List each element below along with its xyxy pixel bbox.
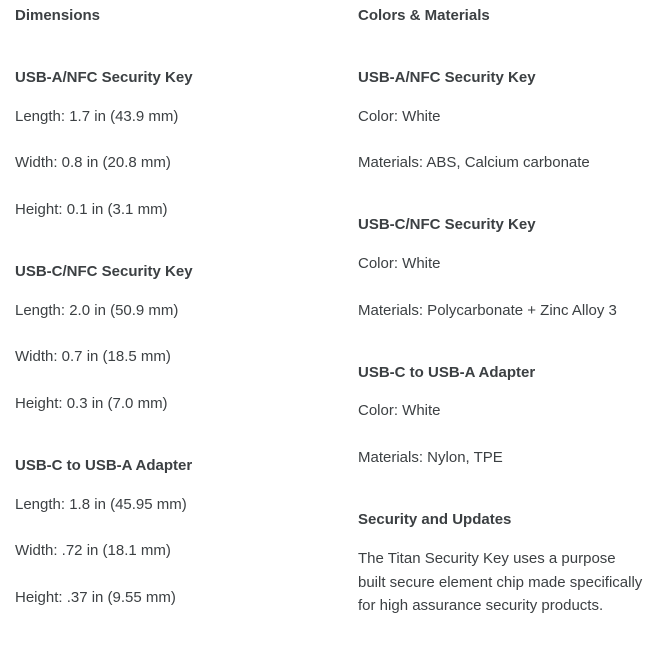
usb-c-nfc-color: Color: White: [358, 255, 441, 272]
usb-c-adapter-materials-title: USB-C to USB-A Adapter: [358, 364, 536, 381]
usb-a-nfc-color: Color: White: [358, 108, 441, 125]
usb-c-nfc-height: Height: 0.3 in (7.0 mm): [15, 395, 168, 412]
colors-materials-heading: Colors & Materials: [358, 7, 490, 24]
usb-c-nfc-width: Width: 0.7 in (18.5 mm): [15, 348, 171, 365]
usb-a-nfc-materials: Materials: ABS, Calcium carbonate: [358, 154, 590, 171]
usb-c-adapter-dimensions-title: USB-C to USB-A Adapter: [15, 457, 193, 474]
usb-a-nfc-dimensions-title: USB-A/NFC Security Key: [15, 69, 193, 86]
usb-a-nfc-length: Length: 1.7 in (43.9 mm): [15, 108, 179, 125]
usb-a-nfc-materials-title: USB-A/NFC Security Key: [358, 69, 536, 86]
usb-c-adapter-materials: Materials: Nylon, TPE: [358, 449, 503, 466]
usb-c-nfc-dimensions-title: USB-C/NFC Security Key: [15, 263, 193, 280]
usb-c-adapter-color: Color: White: [358, 402, 441, 419]
usb-c-adapter-height: Height: .37 in (9.55 mm): [15, 589, 176, 606]
usb-c-nfc-materials: Materials: Polycarbonate + Zinc Alloy 3: [358, 302, 617, 319]
usb-a-nfc-width: Width: 0.8 in (20.8 mm): [15, 154, 171, 171]
security-updates-body: The Titan Security Key uses a purpose built secure element chip made specifically for high assurance security products.: [358, 550, 643, 614]
usb-c-nfc-length: Length: 2.0 in (50.9 mm): [15, 302, 179, 319]
usb-c-adapter-width: Width: .72 in (18.1 mm): [15, 542, 171, 559]
usb-a-nfc-height: Height: 0.1 in (3.1 mm): [15, 201, 168, 218]
usb-c-adapter-length: Length: 1.8 in (45.95 mm): [15, 496, 187, 513]
dimensions-heading: Dimensions: [15, 7, 101, 24]
usb-c-nfc-materials-title: USB-C/NFC Security Key: [358, 216, 536, 233]
security-updates-title: Security and Updates: [358, 511, 512, 528]
